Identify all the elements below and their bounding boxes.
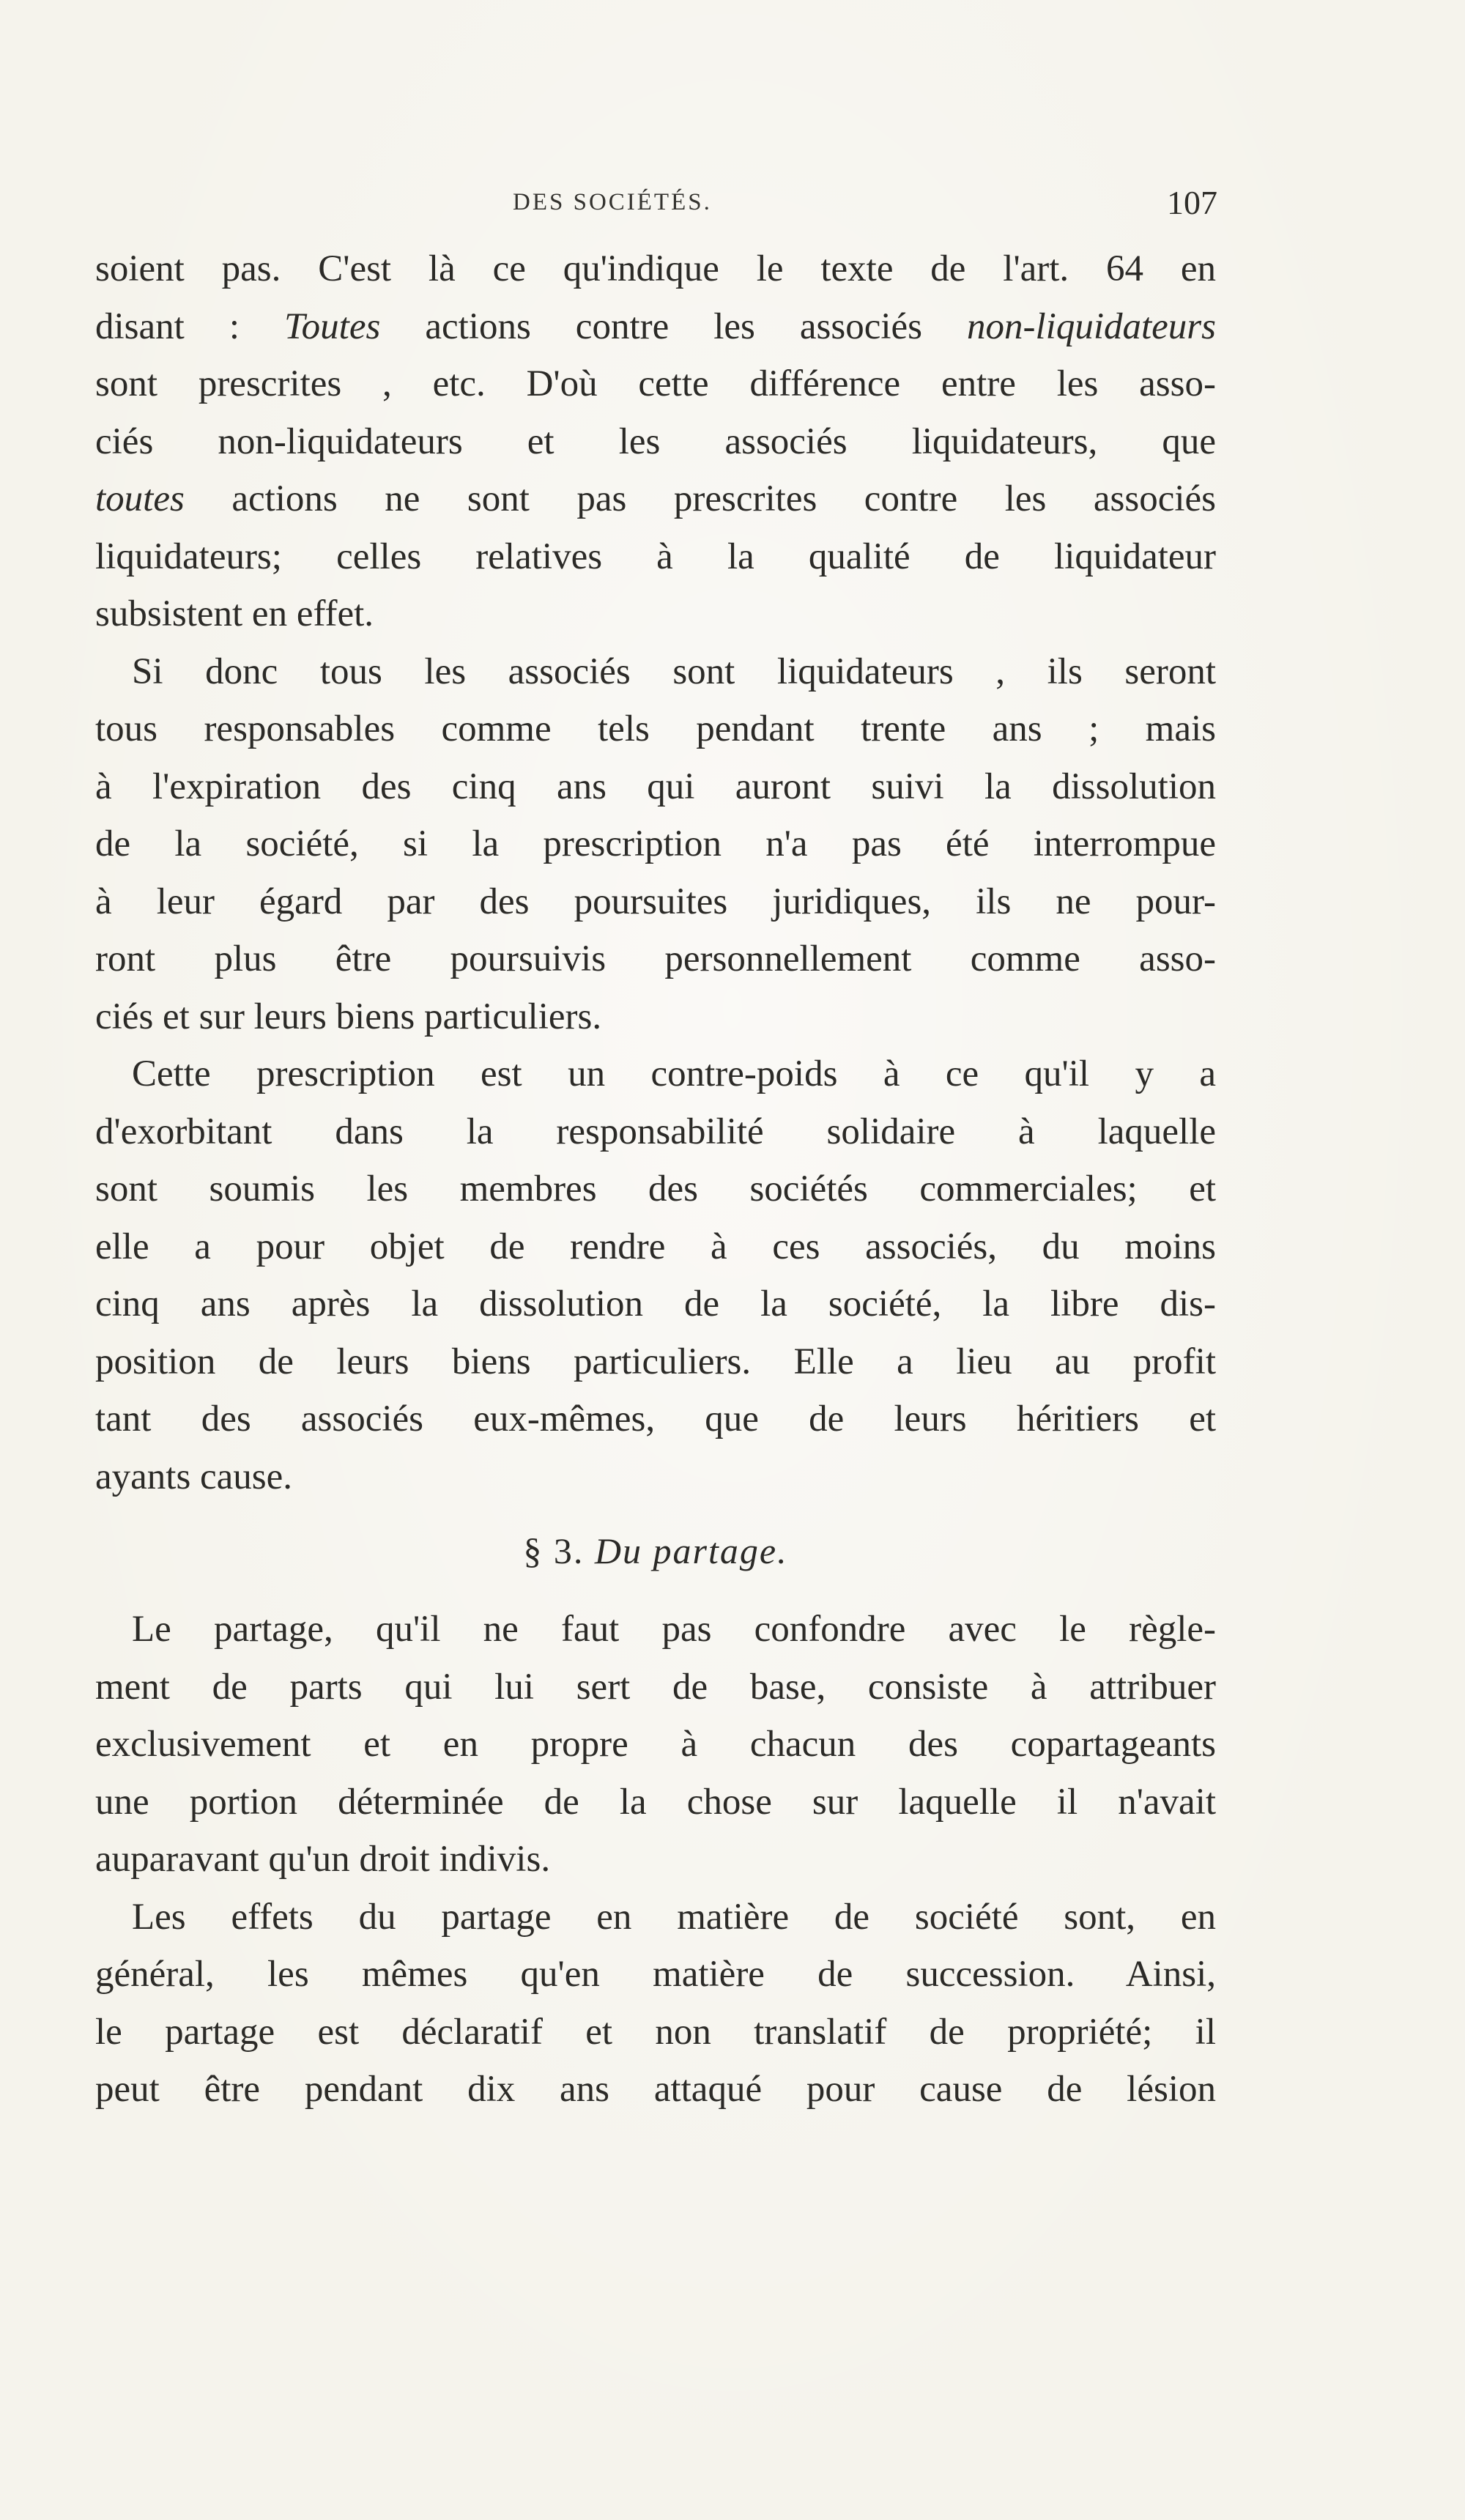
text-line: Cette prescription est un contre-poids à ce qu'il y a	[132, 1053, 1216, 1094]
text-line: sont soumis les membres des sociétés commerciales; et	[95, 1168, 1216, 1209]
text-line: le partage est déclaratif et non translatif de propriété; il	[95, 2011, 1216, 2053]
text-line: exclusivement et en propre à chacun des copartageants	[95, 1724, 1216, 1765]
page-number: 107	[1167, 184, 1217, 221]
section-number: § 3.	[523, 1530, 585, 1571]
section-title: Du partage.	[594, 1530, 788, 1571]
page-header	[177, 184, 1217, 233]
text-line: Si donc tous les associés sont liquidateurs , ils seront	[132, 651, 1216, 692]
text-line: elle a pour objet de rendre à ces associés, du moins	[95, 1226, 1216, 1267]
text-line: ciés non-liquidateurs et les associés liquidateurs, que	[95, 420, 1216, 462]
text-line: sont prescrites , etc. D'où cette différence entre les asso-	[95, 363, 1216, 404]
text-span: actions ne sont pas prescrites contre les associés	[184, 478, 1216, 519]
text-line: tant des associés eux-mêmes, que de leurs héritiers et	[95, 1398, 1216, 1439]
text-span: actions contre les associés	[380, 305, 967, 347]
text-line: ciés et sur leurs biens particuliers.	[95, 996, 602, 1037]
text-line: ayants cause.	[95, 1456, 293, 1497]
italic-term: toutes	[95, 478, 185, 519]
text-line	[95, 470, 1216, 528]
text-line: auparavant qu'un droit indivis.	[95, 1839, 551, 1880]
text-line: une portion déterminée de la chose sur laquelle il n'avait	[95, 1781, 1216, 1823]
text-line: cinq ans après la dissolution de la société, la libre dis-	[95, 1283, 1216, 1324]
text-line: peut être pendant dix ans attaqué pour cause de lésion	[95, 2069, 1216, 2110]
running-title: DES SOCIÉTÉS.	[513, 189, 712, 215]
text-line: Le partage, qu'il ne faut pas confondre avec le règle-	[132, 1609, 1216, 1650]
text-line: à leur égard par des poursuites juridiques, ils ne pour-	[95, 881, 1216, 922]
text-line: liquidateurs; celles relatives à la qualité de liquidateur	[95, 536, 1216, 577]
italic-term: non-liquidateurs	[967, 305, 1216, 347]
text-line: subsistent en effet.	[95, 593, 374, 634]
text-line: d'exorbitant dans la responsabilité solidaire à laquelle	[95, 1111, 1216, 1152]
text-line: général, les mêmes qu'en matière de succession. Ainsi,	[95, 1954, 1216, 1995]
text-line: Les effets du partage en matière de société sont, en	[132, 1896, 1216, 1938]
text-line: position de leurs biens particuliers. Elle a lieu au profit	[95, 1341, 1216, 1382]
text-line: ront plus être poursuivis personnellement comme asso-	[95, 938, 1216, 979]
body-text	[95, 240, 1216, 2119]
text-line: soient pas. C'est là ce qu'indique le texte de l'art. 64 en	[95, 248, 1216, 289]
text-line: de la société, si la prescription n'a pas été interrompue	[95, 823, 1216, 864]
text-span: disant :	[95, 305, 284, 347]
text-line: à l'expiration des cinq ans qui auront suivi la dissolution	[95, 766, 1216, 807]
section-heading	[95, 1511, 1216, 1590]
text-line: tous responsables comme tels pendant trente ans ; mais	[95, 708, 1216, 749]
text-line	[95, 298, 1216, 356]
text-line: ment de parts qui lui sert de base, consiste à attribuer	[95, 1666, 1216, 1708]
italic-term: Toutes	[284, 305, 381, 347]
